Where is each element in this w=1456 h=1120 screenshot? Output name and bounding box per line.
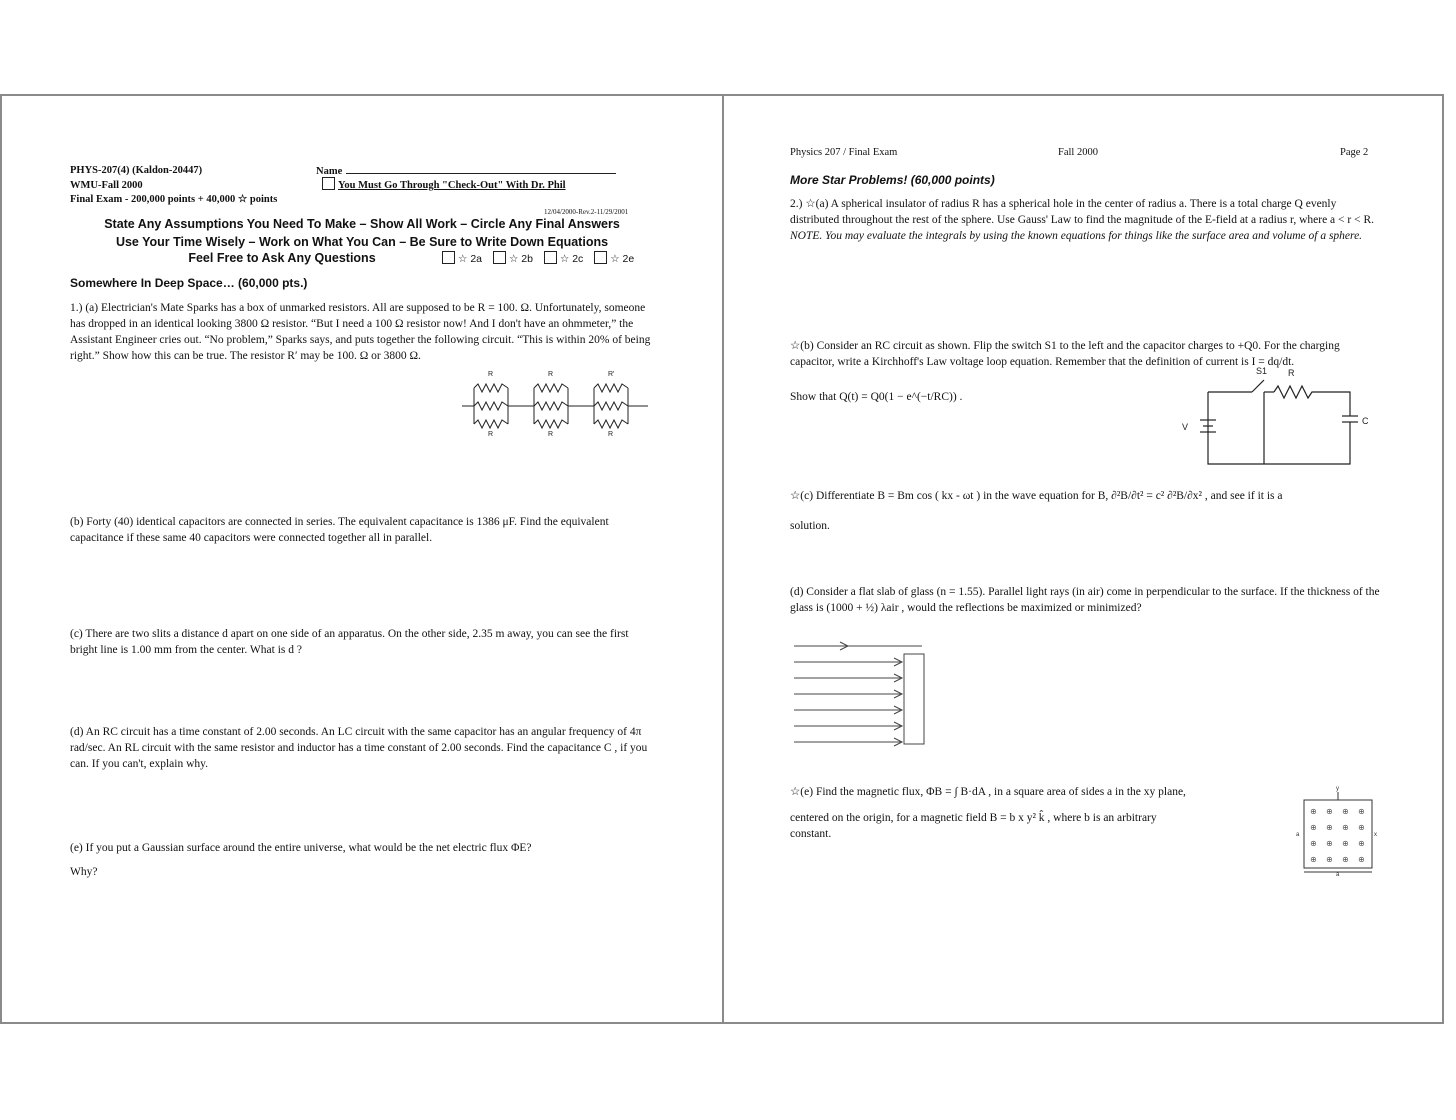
instruction-line-3: Feel Free to Ask Any Questions [188,251,376,265]
page2-header-left: Physics 207 / Final Exam [790,147,898,158]
term-label: WMU-Fall 2000 [70,180,143,191]
svg-text:⊕: ⊕ [1326,855,1333,864]
question-1c: (c) There are two slits a distance d apart on one side of an apparatus. On the other side, 2.35 m away, you can see the first bright line is 1.00 mm from the center. What is d ? [70,628,629,656]
section-title-1: Somewhere In Deep Space… (60,000 pts.) [70,276,308,290]
name-label: Name [316,166,343,177]
question-1e: (e) If you put a Gaussian surface around the entire universe, what would be the net electric flux ΦE? [70,842,532,854]
switch-label: S1 [1256,366,1268,376]
svg-text:⊕: ⊕ [1310,855,1317,864]
svg-text:⊕: ⊕ [1358,807,1365,816]
star-checkbox-2a[interactable] [442,251,455,264]
question-2e-cont: centered on the origin, for a magnetic field B = b x y² k̂ , where b is an arbitrary constant. [790,812,1157,840]
page-1 [2,96,722,1022]
name-blank[interactable] [346,164,616,174]
question-1a: 1.) (a) Electrician's Mate Sparks has a box of unmarked resistors. All are supposed to be R = 100. Ω. Unfortunately, someone has dropped in an identical looking 3800 Ω resistor. “But I need a 100 Ω resistor now! And I don't have an ohmmeter,” the Assistant Engineer cries out. “No problem,” Sparks says, and puts together the following circuit. “This is within 20% of being right.” Show how this can be true. The resistor R′ may be 100. Ω or 3800 Ω. [70,302,651,362]
points-label: Final Exam - 200,000 points + 40,000 ☆ points [70,194,278,205]
checkout-text: You Must Go Through "Check-Out" With Dr. Phil [338,180,566,191]
checkout-row [322,177,566,192]
resistor-label-top-3: R' [608,371,615,378]
svg-text:⊕: ⊕ [1310,807,1317,816]
resistor-label-bottom-1: R [488,431,494,436]
flux-grid-diagram [1290,784,1380,876]
svg-text:⊕: ⊕ [1310,839,1317,848]
resistor-label-bottom-2: R [548,431,554,436]
question-2b: ☆(b) Consider an RC circuit as shown. Flip the switch S1 to the left and the capacitor charges to +Q0. For the charging capacitor, write a Kirchhoff's Law voltage loop equation. Remember that the definition of current is I = dq/dt. [790,340,1340,368]
svg-text:⊕: ⊕ [1310,823,1317,832]
svg-text:⊕: ⊕ [1342,807,1349,816]
star-checkbox-2b[interactable] [493,251,506,264]
svg-text:⊕: ⊕ [1326,823,1333,832]
question-2b-show: Show that Q(t) = Q0(1 − e^(−t/RC)) . [790,391,963,403]
instruction-line-2: Use Your Time Wisely – Work on What You Can – Be Sure to Write Down Equations [115,235,609,249]
rc-circuit-diagram [1174,362,1374,472]
question-2a: 2.) ☆(a) A spherical insulator of radius R has a spherical hole in the center of radius a. There is a total charge Q evenly distributed throughout the rest of the sphere. Use Gauss' Law to find the magnitude of the E-field at a radius r, where a < r < R. NOTE. You may evaluate the integrals by using the known equations for things like the surface area and volume of a sphere. [790,198,1374,242]
question-2c: ☆(c) Differentiate B = Bm cos ( kx - ωt ) in the wave equation for B, ∂²B/∂t² = c² ∂²B/∂x² , and see if it is a [790,490,1283,502]
svg-text:⊕: ⊕ [1358,855,1365,864]
checkout-checkbox[interactable] [322,177,335,190]
question-2e: ☆(e) Find the magnetic flux, ΦB = ∫ B·dA , in a square area of sides a in the xy plane, [790,786,1186,798]
resistor-label: R [1288,368,1295,378]
resistor-label-top-2: R [548,371,554,378]
section-title-2: More Star Problems! (60,000 points) [790,173,995,187]
document-spread [0,94,1444,1024]
name-field[interactable] [316,164,616,178]
star-checkbox-2e[interactable] [594,251,607,264]
glass-slab-diagram [794,636,934,756]
question-1b: (b) Forty (40) identical capacitors are connected in series. The equivalent capacitance is 1386 μF. Find the equivalent capacitance if these same 40 capacitors were connected together all in parallel. [70,516,609,544]
svg-text:⊕: ⊕ [1326,839,1333,848]
svg-text:⊕: ⊕ [1342,823,1349,832]
resistor-label-top-1: R [488,371,494,378]
question-2d: (d) Consider a flat slab of glass (n = 1.55). Parallel light rays (in air) come in perpendicular to the surface. If the thickness of the glass is (1000 + ½) λair , would the reflections be maximized or minimized? [790,586,1380,614]
question-2c-cont: solution. [790,520,830,532]
svg-text:⊕: ⊕ [1342,855,1349,864]
svg-text:⊕: ⊕ [1342,839,1349,848]
course-label: PHYS-207(4) (Kaldon-20447) [70,165,203,176]
star-boxes: ☆ 2a ☆ 2b ☆ 2c ☆ 2e [442,251,634,266]
svg-text:⊕: ⊕ [1326,807,1333,816]
page2-header-right: Page 2 [1340,147,1369,158]
question-1e-why: Why? [70,866,98,878]
revision-label: 12/04/2000-Rev.2-11/29/2001 [544,208,629,216]
star-checkbox-2c[interactable] [544,251,557,264]
grid-label-x: x [1374,832,1377,838]
instruction-line-1: State Any Assumptions You Need To Make – Show All Work – Circle Any Final Answers [104,217,620,231]
glass-slab [904,654,924,744]
grid-label-side: a [1296,832,1300,838]
svg-text:⊕: ⊕ [1358,823,1365,832]
resistor-circuit-diagram [462,366,652,436]
question-2a-note: NOTE. You may evaluate the integrals by using the known equations for things like the surface area and volume of a sphere. [790,230,1363,242]
grid-label-bottom: a [1336,872,1340,876]
page2-header-center: Fall 2000 [1058,147,1098,158]
question-1d: (d) An RC circuit has a time constant of 2.00 seconds. An LC circuit with the same capacitor has an angular frequency of 4π rad/sec. An RL circuit with the same resistor and inductor has a time constant of 2.00 seconds. Find the capacitance C , if you can. If you can't, explain why. [70,726,648,770]
resistor-label-bottom-3: R [608,431,614,436]
capacitor-label: C [1362,416,1369,426]
page-2 [724,96,1444,1022]
grid-label-y: y [1336,786,1339,792]
voltage-label: V [1182,422,1189,432]
svg-text:⊕: ⊕ [1358,839,1365,848]
